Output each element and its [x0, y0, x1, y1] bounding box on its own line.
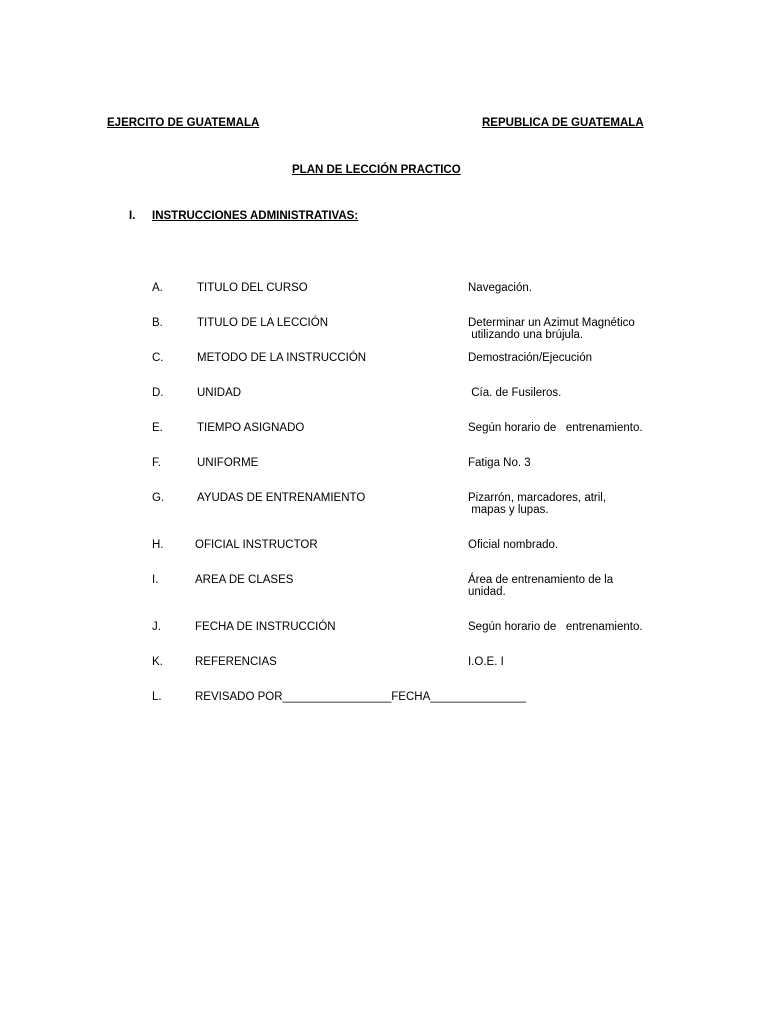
item-label: UNIFORME [197, 457, 259, 469]
header-left: EJERCITO DE GUATEMALA [107, 117, 260, 129]
item-letter: G. [152, 492, 165, 504]
item-letter: F. [152, 457, 161, 469]
revised-by-line: REVISADO POR_________________FECHA_______________ [195, 691, 527, 703]
item-label: AYUDAS DE ENTRENAMIENTO [197, 492, 366, 504]
item-letter: B. [152, 317, 163, 329]
item-value: Determinar un Azimut Magnético utilizando una brújula. [468, 317, 635, 341]
item-value: Según horario de entrenamiento. [468, 422, 643, 434]
document-title: PLAN DE LECCIÓN PRACTICO [292, 164, 461, 176]
item-label: TITULO DE LA LECCIÓN [197, 317, 329, 329]
section-title: INSTRUCCIONES ADMINISTRATIVAS: [152, 210, 359, 222]
item-label: REFERENCIAS [195, 656, 277, 668]
item-letter: I. [152, 574, 159, 586]
item-label: UNIDAD [197, 387, 242, 399]
item-label: OFICIAL INSTRUCTOR [195, 539, 318, 551]
item-value: Según horario de entrenamiento. [468, 621, 643, 633]
item-value: Pizarrón, marcadores, atril, mapas y lupas. [468, 492, 607, 516]
item-value: I.O.E. I [468, 656, 504, 668]
item-letter: C. [152, 352, 164, 364]
item-value: Área de entrenamiento de la unidad. [468, 574, 614, 598]
item-letter: A. [152, 282, 163, 294]
item-label: AREA DE CLASES [195, 574, 294, 586]
item-label: FECHA DE INSTRUCCIÓN [195, 621, 336, 633]
header-right: REPUBLICA DE GUATEMALA [482, 117, 644, 129]
item-letter: D. [152, 387, 164, 399]
item-value: Fatiga No. 3 [468, 457, 531, 469]
item-letter: L. [152, 691, 162, 703]
item-label: TIEMPO ASIGNADO [197, 422, 305, 434]
item-letter: J. [152, 621, 161, 633]
item-value: Demostración/Ejecución [468, 352, 593, 364]
item-letter: E. [152, 422, 163, 434]
item-value: Oficial nombrado. [468, 539, 559, 551]
item-value: Cía. de Fusileros. [468, 387, 562, 399]
item-value: Navegación. [468, 282, 532, 294]
item-letter: K. [152, 656, 163, 668]
item-label: METODO DE LA INSTRUCCIÓN [197, 352, 367, 364]
item-label: TITULO DEL CURSO [197, 282, 308, 294]
item-letter: H. [152, 539, 164, 551]
section-number: I. [129, 210, 136, 222]
